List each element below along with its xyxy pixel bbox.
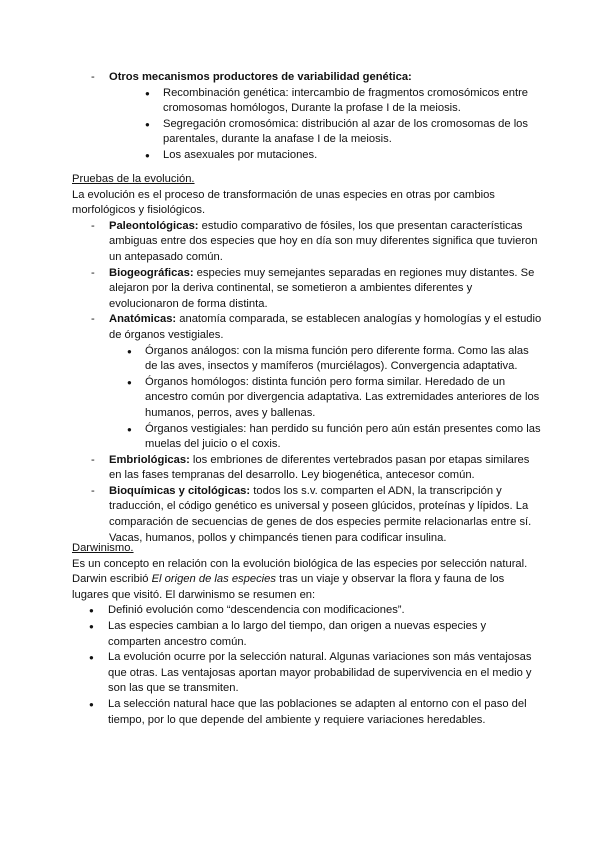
term-text: estudio comparativo de fósiles, los que presentan características ambiguas entre dos especies que hoy en día son muy diferentes significa que tuvieron un antepasado común. bbox=[109, 219, 538, 263]
list-item: ● La evolución ocurre por la selección natural. Algunas variaciones son más ventajosas que otras. Las ventajosas aportan mayor probabilidad de supervivencia en el medio y son las que se transmiten. bbox=[72, 650, 542, 697]
paragraph: La evolución es el proceso de transformación de unas especies en otras por cambios morfológicos y fisiológicos. bbox=[72, 188, 495, 217]
term-text: los embriones de diferentes vertebrados pasan por etapas similares en las fases tempranas del desarrollo. Ley biogenética, antecesor común. bbox=[109, 453, 530, 482]
term: Paleontológicas: bbox=[109, 219, 199, 232]
list-item: ● La selección natural hace que las poblaciones se adapten al entorno con el paso del tiempo, por lo que depende del ambiente y requiere variaciones heredables. bbox=[72, 697, 542, 728]
list-item: ● Los asexuales por mutaciones. bbox=[145, 148, 542, 164]
section-title: Pruebas de la evolución. bbox=[72, 173, 195, 185]
list-item: ● Definió evolución como “descendencia con modificaciones”. bbox=[72, 603, 542, 619]
section-variability bbox=[72, 70, 542, 164]
list-item: ● Órganos análogos: con la misma función pero diferente forma. Como las alas de las aves, insectos y mamíferos (murciélagos). Convergencia adaptativa. bbox=[127, 344, 542, 375]
book-title: El origen de las especies bbox=[151, 573, 276, 586]
term-text: todos los s.v. comparten el ADN, la transcripción y traducción, el código genético es universal y poseen glúcidos, proteínas y lípidos. La comparación de secuencias de genes de dos especies permite relacionarlas entre sí. Vacas, humanos, pollos y chimpancés tienen para codificar insulina. bbox=[109, 484, 532, 544]
text-run: Darwin escribió bbox=[72, 573, 152, 586]
section-heading: Otros mecanismos productores de variabilidad genética: bbox=[109, 71, 412, 83]
section-evidence bbox=[72, 172, 542, 546]
paragraph: Es un concepto en relación con la evolución biológica de las especies por selección natural. bbox=[72, 557, 528, 570]
list-item: ● Órganos homólogos: distinta función pero forma similar. Heredado de un ancestro común por divergencia adaptativa. Las extremidades anteriores de los humanos, perros, aves y ballenas. bbox=[127, 375, 542, 422]
list-item: ● Segregación cromosómica: distribución al azar de los cromosomas de los parentales, durante la anafase I de la meiosis. bbox=[145, 117, 542, 148]
list-item bbox=[72, 70, 542, 164]
term: Embriológicas: bbox=[109, 453, 190, 466]
text-run: tras un viaje y observar la flora y fauna de los lugares que visitó. El darwinismo se resumen en: bbox=[72, 573, 505, 601]
list-item bbox=[72, 312, 542, 452]
term: Bioquímicas y citológicas: bbox=[109, 484, 251, 497]
term: Biogeográficas: bbox=[109, 266, 194, 279]
term-text: especies muy semejantes separadas en regiones muy distantes. Se alejaron por la deriva continental, se sometieron a ambientes diferentes y evolucionaron de forma distinta. bbox=[109, 266, 535, 310]
section-darwinism bbox=[72, 541, 542, 728]
list-item: ● Recombinación genética: intercambio de fragmentos cromosómicos entre cromosomas homólogos, Durante la profase I de la meiosis. bbox=[145, 86, 542, 117]
list-item bbox=[72, 484, 542, 546]
list-item: ● Las especies cambian a lo largo del tiempo, dan origen a nuevas especies y comparten ancestro común. bbox=[72, 619, 542, 650]
list-item: ● Órganos vestigiales: han perdido su función pero aún están presentes como las muelas del juicio o el coxis. bbox=[127, 422, 542, 453]
section-title: Darwinismo. bbox=[72, 542, 134, 554]
list-item bbox=[72, 453, 542, 484]
list-item bbox=[72, 219, 542, 266]
paragraph bbox=[72, 572, 542, 603]
term: Anatómicas: bbox=[109, 313, 177, 326]
term-text: anatomía comparada, se establecen analogías y homologías y el estudio de órganos vestigiales. bbox=[109, 313, 542, 341]
list-item bbox=[72, 266, 542, 313]
